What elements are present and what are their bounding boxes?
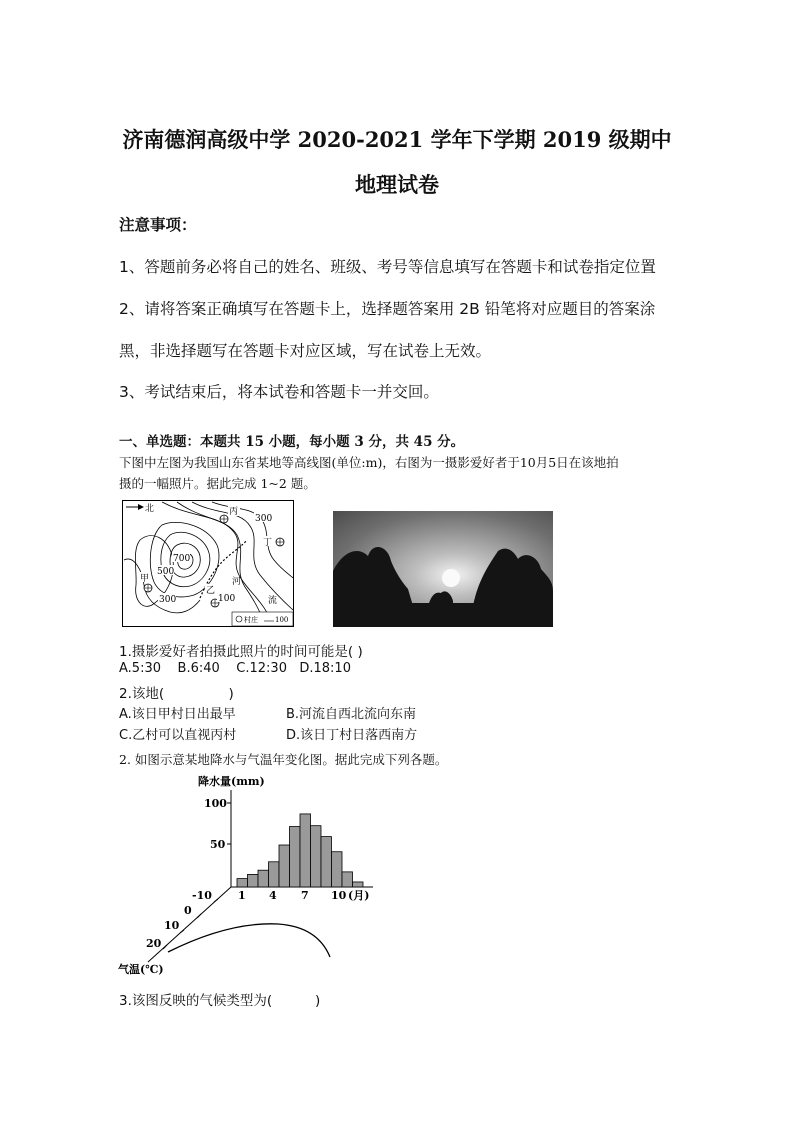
- map-label-bing: 丙: [229, 507, 239, 517]
- q1-stem: 1.摄影爱好者拍摄此照片的时间可能是( ): [119, 644, 363, 660]
- precip-bar-4: [269, 862, 280, 887]
- precip-bar-3: [258, 870, 269, 887]
- map-label-100: 100: [218, 594, 236, 604]
- page-subtitle: 地理试卷: [355, 172, 439, 197]
- precip-bar-9: [321, 837, 332, 887]
- temp-tick-20: 20: [146, 937, 162, 950]
- notice-item-3: 3、考试结束后，将本试卷和答题卡一并交回。: [119, 383, 439, 401]
- precip-bar-5: [279, 845, 290, 887]
- temp-tick-10: 10: [164, 919, 180, 932]
- x-unit-label: (月): [348, 889, 370, 902]
- precip-bar-11: [342, 872, 353, 887]
- x-tick-1: 1: [238, 889, 246, 902]
- notice-item-2b: 黑，非选择题写在答题卡对应区域，写在试卷上无效。: [119, 342, 492, 360]
- x-tick-10: 10: [331, 889, 347, 902]
- map-label-500: 500: [157, 567, 175, 577]
- contour-map: [122, 500, 294, 627]
- precip-bar-8: [311, 826, 322, 887]
- q2-option-d: D.该日丁村日落西南方: [286, 728, 418, 743]
- map-label-yi: 乙: [206, 586, 216, 596]
- page-title: 济南德润高级中学 2020-2021 学年下学期 2019 级期中: [122, 127, 672, 152]
- notice-item-1: 1、答题前务必将自己的姓名、班级、考号等信息填写在答题卡和试卷指定位置: [119, 258, 656, 276]
- q2-option-a: A.该日甲村日出最早: [119, 707, 236, 722]
- temp-tick-0: 0: [184, 904, 192, 917]
- map-label-ding: 丁: [263, 538, 273, 548]
- q2-stem: 2.该地( ): [119, 686, 234, 702]
- precip-bar-1: [237, 879, 248, 887]
- map-label-300-b: 300: [159, 595, 177, 605]
- temp-axis: [148, 887, 231, 962]
- temp-tick-neg10: -10: [192, 889, 212, 902]
- y-tick-100: 100: [204, 797, 227, 810]
- map-label-jia: 甲: [140, 574, 150, 584]
- notice-heading: 注意事项：: [119, 216, 197, 234]
- precip-bar-10: [332, 852, 343, 887]
- x-tick-7: 7: [301, 889, 309, 902]
- temp-axis-label: 气温(℃): [118, 963, 164, 976]
- village-jia-icon: [144, 584, 152, 592]
- chart-intro: 2. 如图示意某地降水与气温年变化图。据此完成下列各题。: [119, 752, 448, 767]
- x-tick-4: 4: [269, 889, 277, 902]
- precip-bar-6: [290, 827, 301, 887]
- q2-option-c: C.乙村可以直视丙村: [119, 728, 237, 743]
- q2-option-b: B.河流自西北流向东南: [286, 707, 417, 722]
- sunset-photo: [333, 511, 553, 627]
- notice-item-2a: 2、请将答案正确填写在答题卡上，选择题答案用 2B 铅笔将对应题目的答案涂: [119, 300, 656, 318]
- y-tick-50: 50: [210, 838, 226, 851]
- village-ding-icon: [276, 538, 284, 546]
- section-intro-line2: 摄的一幅照片。据此完成 1~2 题。: [119, 476, 316, 491]
- section-intro-line1: 下图中左图为我国山东省某地等高线图(单位:m)，右图为一摄影爱好者于10月5日在该地拍: [119, 455, 619, 470]
- temperature-curve: [168, 924, 330, 957]
- map-label-liu: 流: [268, 596, 278, 606]
- sun-icon: [442, 569, 460, 587]
- precip-bar-7: [300, 814, 311, 887]
- climate-chart: [118, 772, 388, 982]
- map-label-700: 700: [173, 554, 191, 564]
- precip-bar-2: [248, 874, 259, 887]
- map-label-300-a: 300: [255, 514, 273, 524]
- north-label: 北: [145, 504, 155, 514]
- village-bing-icon: [220, 515, 228, 523]
- q3-stem: 3.该图反映的气候类型为( ): [119, 993, 321, 1009]
- legend-scale-label: 100: [275, 616, 289, 624]
- precip-bar-12: [353, 882, 364, 887]
- q1-options: A.5:30 B.6:40 C.12:30 D.18:10: [119, 661, 351, 676]
- y-axis-label: 降水量(mm): [198, 775, 265, 788]
- legend-village-label: 村庄: [244, 616, 258, 624]
- map-label-he: 河: [232, 577, 242, 587]
- legend-village-icon: [236, 616, 242, 622]
- section-heading: 一、单选题：本题共 15 小题，每小题 3 分，共 45 分。: [119, 434, 465, 450]
